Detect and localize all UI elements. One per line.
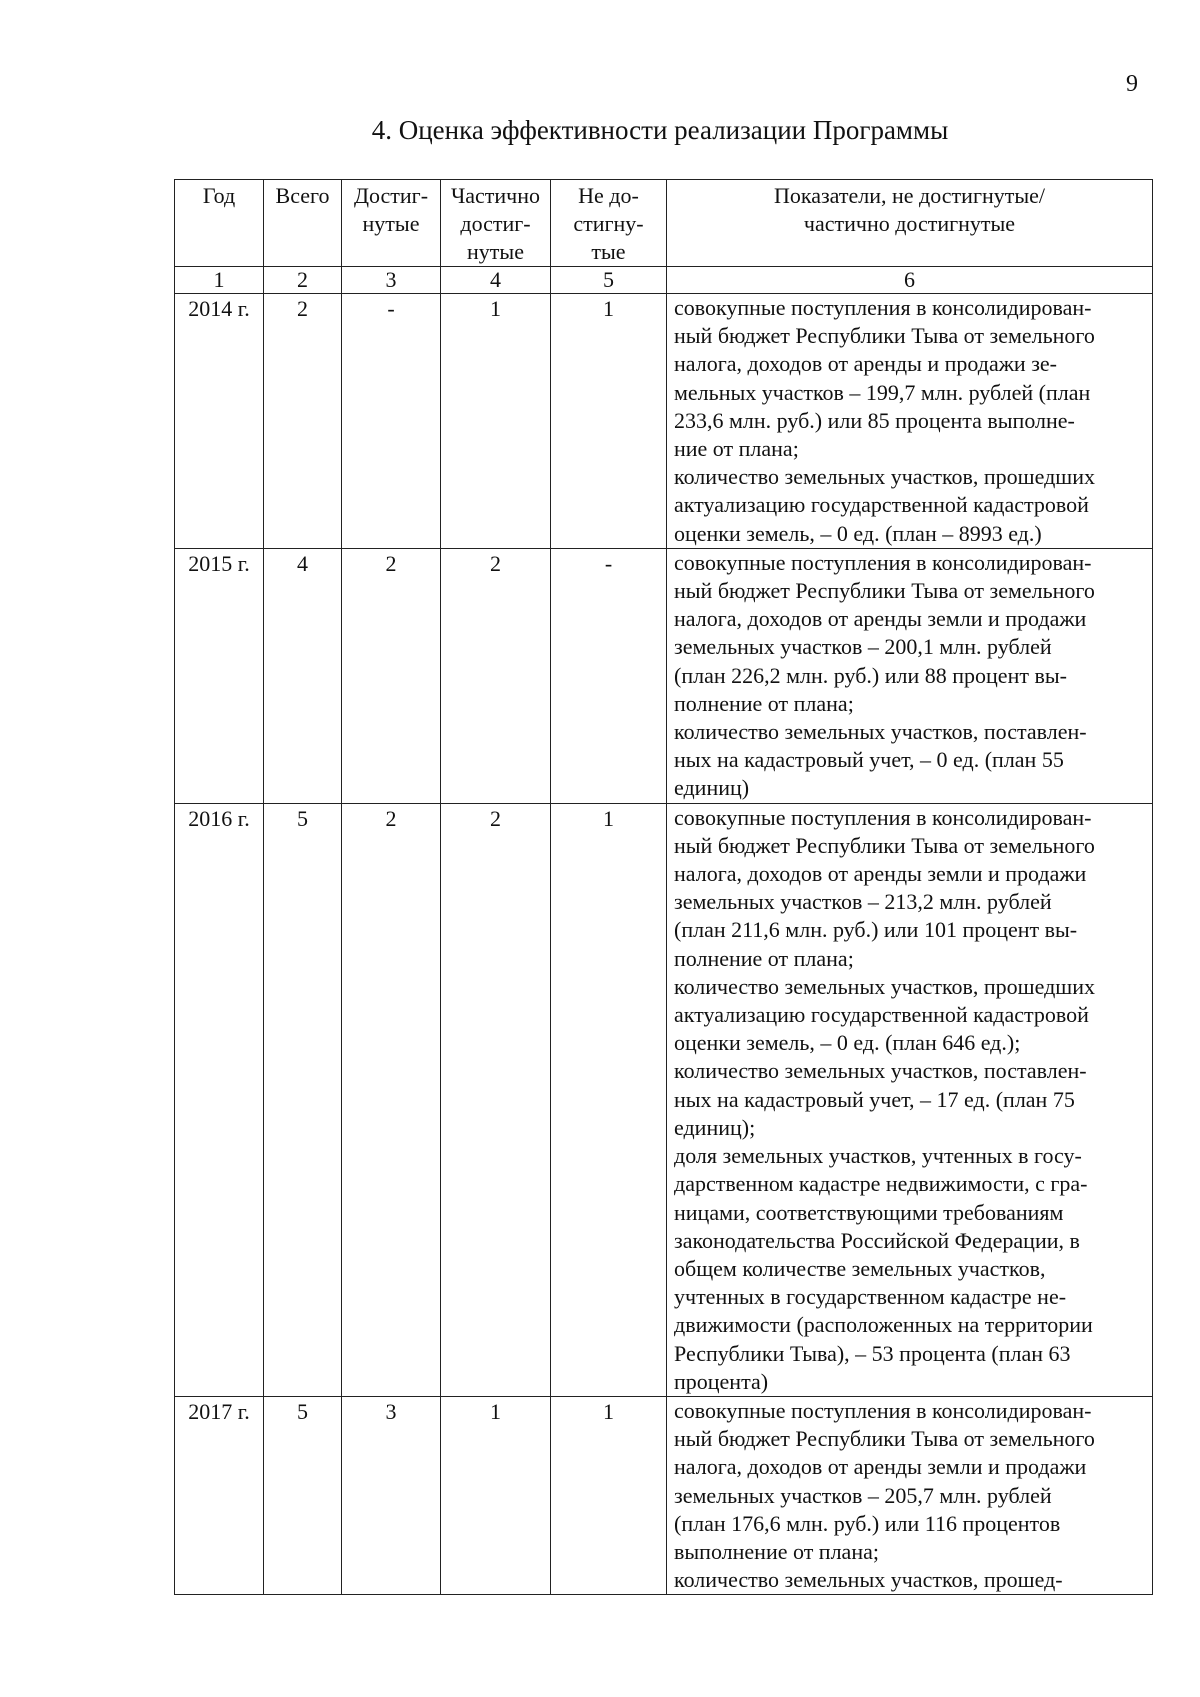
header-total-label: Всего (275, 183, 330, 208)
table-row (175, 1396, 1153, 1594)
header-not-achieved-line: Не до- (578, 183, 639, 208)
indicator-text-line: количество земельных участков, поставлен- (674, 719, 1087, 745)
indicator-text-line: единиц); (674, 1114, 756, 1140)
header-not-achieved-line: тые (591, 239, 626, 264)
indicator-text-line: 233,6 млн. руб.) или 85 процента выполне- (674, 407, 1075, 433)
indicator-text-line: законодательства Российской Федерации, в (674, 1227, 1080, 1253)
page-number: 9 (1126, 71, 1138, 97)
indicator-text-line: ный бюджет Республики Тыва от земельного (674, 832, 1095, 858)
indicator-text-line: (план 226,2 млн. руб.) или 88 процент вы- (674, 662, 1067, 688)
indicator-text-line: ный бюджет Республики Тыва от земельного (674, 323, 1095, 349)
column-number: 1 (175, 267, 264, 294)
total-cell: 4 (264, 548, 342, 803)
table-row (175, 548, 1153, 803)
achieved-cell: 2 (342, 803, 441, 1396)
indicator-text-line: ных на кадастровый учет, – 17 ед. (план 75 (674, 1086, 1075, 1112)
header-achieved-line: нутые (362, 211, 420, 236)
indicator-text-line: совокупные поступления в консолидирован- (674, 1397, 1092, 1423)
column-number: 2 (264, 267, 342, 294)
indicator-text-line: земельных участков – 200,1 млн. рублей (674, 634, 1052, 660)
header-partial (441, 180, 551, 267)
indicator-text-line: ницами, соответствующими требованиям (674, 1199, 1064, 1225)
achieved-cell: 2 (342, 548, 441, 803)
indicator-text-line: земельных участков – 205,7 млн. рублей (674, 1482, 1052, 1508)
partial-cell: 1 (441, 1396, 551, 1594)
indicator-text-line: актуализацию государственной кадастровой (674, 1002, 1089, 1028)
column-number: 4 (441, 267, 551, 294)
header-indicators (667, 180, 1153, 267)
indicator-text-line: количество земельных участков, поставлен- (674, 1058, 1087, 1084)
indicators-cell (667, 1396, 1153, 1594)
header-achieved (342, 180, 441, 267)
not-achieved-cell: 1 (551, 294, 667, 549)
indicator-text-line: земельных участков – 213,2 млн. рублей (674, 889, 1052, 915)
total-cell: 2 (264, 294, 342, 549)
indicator-text-line: общем количестве земельных участков, (674, 1255, 1046, 1281)
indicator-text-line: Республики Тыва), – 53 процента (план 63 (674, 1340, 1071, 1366)
header-achieved-line: Достиг- (353, 183, 429, 208)
year-cell: 2017 г. (175, 1396, 264, 1594)
indicator-text-line: количество земельных участков, прошедших (674, 464, 1095, 490)
header-indicators-line: частично достигнутые (803, 211, 1016, 236)
indicator-text-line: налога, доходов от аренды земли и продажи (674, 861, 1087, 887)
not-achieved-cell: 1 (551, 803, 667, 1396)
table-row (175, 803, 1153, 1396)
indicator-text-line: налога, доходов от аренды земли и продажи (674, 1454, 1087, 1480)
indicators-cell (667, 548, 1153, 803)
indicator-text-line: мельных участков – 199,7 млн. рублей (план (674, 379, 1091, 405)
indicator-text-line: количество земельных участков, прошед- (674, 1567, 1063, 1593)
indicator-text-line: оценки земель, – 0 ед. (план – 8993 ед.) (674, 520, 1042, 546)
indicator-text-line: выполнение от плана; (674, 1538, 879, 1564)
indicator-text-line: ных на кадастровый учет, – 0 ед. (план 55 (674, 747, 1064, 773)
section-title: 4. Оценка эффективности реализации Программы (371, 115, 949, 145)
indicator-text-line: (план 211,6 млн. руб.) или 101 процент вы- (674, 917, 1078, 943)
indicator-text-line: оценки земель, – 0 ед. (план 646 ед.); (674, 1030, 1021, 1056)
column-number: 6 (667, 267, 1153, 294)
indicator-text-line: совокупные поступления в консолидирован- (674, 804, 1092, 830)
indicator-text-line: дарственном кадастре недвижимости, с гра- (674, 1171, 1088, 1197)
header-indicators-line: Показатели, не достигнутые/ (773, 183, 1046, 208)
header-partial-line: Частично (450, 183, 541, 208)
indicator-text-line: налога, доходов от аренды и продажи зе- (674, 351, 1057, 377)
efficiency-table (174, 179, 1153, 1595)
indicator-text-line: (план 176,6 млн. руб.) или 116 процентов (674, 1510, 1061, 1536)
indicators-cell (667, 803, 1153, 1396)
partial-cell: 2 (441, 803, 551, 1396)
header-not-achieved (551, 180, 667, 267)
indicator-text-line: налога, доходов от аренды земли и продажи (674, 606, 1087, 632)
header-not-achieved-line: стигну- (573, 211, 644, 236)
year-cell: 2014 г. (175, 294, 264, 549)
indicator-text-line: полнение от плана; (674, 690, 854, 716)
column-number: 3 (342, 267, 441, 294)
indicator-text-line: полнение от плана; (674, 945, 854, 971)
year-cell: 2016 г. (175, 803, 264, 1396)
achieved-cell: 3 (342, 1396, 441, 1594)
indicator-text-line: актуализацию государственной кадастровой (674, 492, 1089, 518)
indicators-cell (667, 294, 1153, 549)
indicator-text-line: учтенных в государственном кадастре не- (674, 1284, 1067, 1310)
header-partial-line: нутые (467, 239, 524, 264)
indicator-text-line: единиц) (674, 775, 750, 801)
header-year-label: Год (202, 183, 236, 208)
indicator-text-line: совокупные поступления в консолидирован- (674, 295, 1092, 320)
header-partial-line: достиг- (460, 211, 531, 236)
indicator-text-line: ный бюджет Республики Тыва от земельного (674, 1426, 1095, 1452)
table-row (175, 294, 1153, 549)
total-cell: 5 (264, 1396, 342, 1594)
header-row (175, 180, 1153, 267)
header-total (264, 180, 342, 267)
column-number-row (175, 267, 1153, 294)
partial-cell: 2 (441, 548, 551, 803)
indicator-text-line: количество земельных участков, прошедших (674, 973, 1095, 999)
partial-cell: 1 (441, 294, 551, 549)
achieved-cell: - (342, 294, 441, 549)
not-achieved-cell: - (551, 548, 667, 803)
column-number: 5 (551, 267, 667, 294)
indicator-text-line: ние от плана; (674, 436, 799, 462)
table-body (175, 294, 1153, 1595)
not-achieved-cell: 1 (551, 1396, 667, 1594)
indicator-text-line: доля земельных участков, учтенных в госу- (674, 1143, 1082, 1169)
total-cell: 5 (264, 803, 342, 1396)
indicator-text-line: процента) (674, 1368, 769, 1394)
year-cell: 2015 г. (175, 548, 264, 803)
header-year (175, 180, 264, 267)
indicator-text-line: ный бюджет Республики Тыва от земельного (674, 578, 1095, 604)
indicator-text-line: совокупные поступления в консолидирован- (674, 549, 1092, 575)
indicator-text-line: движимости (расположенных на территории (674, 1312, 1093, 1338)
